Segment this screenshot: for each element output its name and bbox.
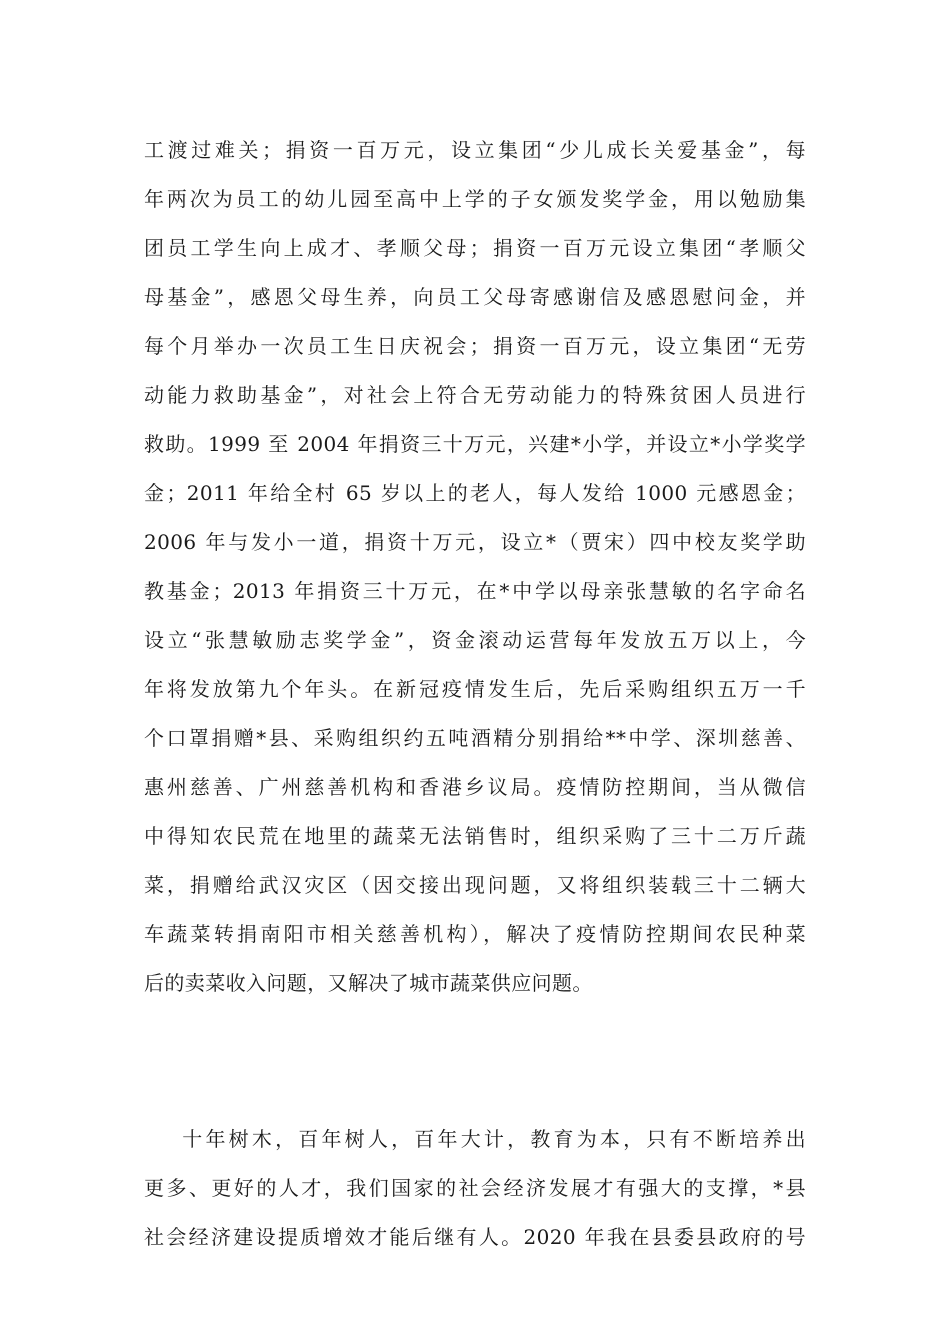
paragraph-1	[144, 126, 806, 1008]
text-line: 团员工学生向上成才、孝顺父母；捐资一百万元设立集团“孝顺父	[144, 236, 806, 260]
text-line: 年将发放第九个年头。在新冠疫情发生后，先后采购组织五万一千	[144, 677, 806, 701]
text-line: 菜，捐赠给武汉灾区（因交接出现问题，又将组织装载三十二辆大	[144, 873, 806, 897]
text-line: 设立“张慧敏励志奖学金”，资金滚动运营每年发放五万以上，今	[144, 628, 806, 652]
text-line: 社会经济建设提质增效才能后继有人。2020 年我在县委县政府的号	[144, 1225, 806, 1249]
text-line: 后的卖菜收入问题，又解决了城市蔬菜供应问题。	[144, 971, 593, 995]
text-line: 工渡过难关；捐资一百万元，设立集团“少儿成长关爱基金”，每	[144, 138, 806, 162]
text-line: 动能力救助基金”，对社会上符合无劳动能力的特殊贫困人员进行	[144, 383, 806, 407]
text-line: 中得知农民荒在地里的蔬菜无法销售时，组织采购了三十二万斤蔬	[144, 824, 806, 848]
text-line: 惠州慈善、广州慈善机构和香港乡议局。疫情防控期间，当从微信	[144, 775, 806, 799]
text-line: 十年树木，百年树人，百年大计，教育为本，只有不断培养出	[144, 1127, 806, 1151]
paragraph-2	[144, 1115, 806, 1262]
text-line: 2006 年与发小一道，捐资十万元，设立*（贾宋）四中校友奖学助	[144, 530, 806, 554]
text-line: 教基金；2013 年捐资三十万元，在*中学以母亲张慧敏的名字命名	[144, 579, 806, 603]
text-line: 年两次为员工的幼儿园至高中上学的子女颁发奖学金，用以勉励集	[144, 187, 806, 211]
text-line: 个口罩捐赠*县、采购组织约五吨酒精分别捐给**中学、深圳慈善、	[144, 726, 806, 750]
text-line: 金；2011 年给全村 65 岁以上的老人，每人发给 1000 元感恩金；	[144, 481, 806, 505]
text-line: 救助。1999 至 2004 年捐资三十万元，兴建*小学，并设立*小学奖学	[144, 432, 806, 456]
text-line: 更多、更好的人才，我们国家的社会经济发展才有强大的支撑，*县	[144, 1176, 806, 1200]
text-line: 每个月举办一次员工生日庆祝会；捐资一百万元，设立集团“无劳	[144, 334, 806, 358]
text-line: 车蔬菜转捐南阳市相关慈善机构），解决了疫情防控期间农民种菜	[144, 922, 806, 946]
text-line: 母基金”，感恩父母生养，向员工父母寄感谢信及感恩慰问金，并	[144, 285, 806, 309]
